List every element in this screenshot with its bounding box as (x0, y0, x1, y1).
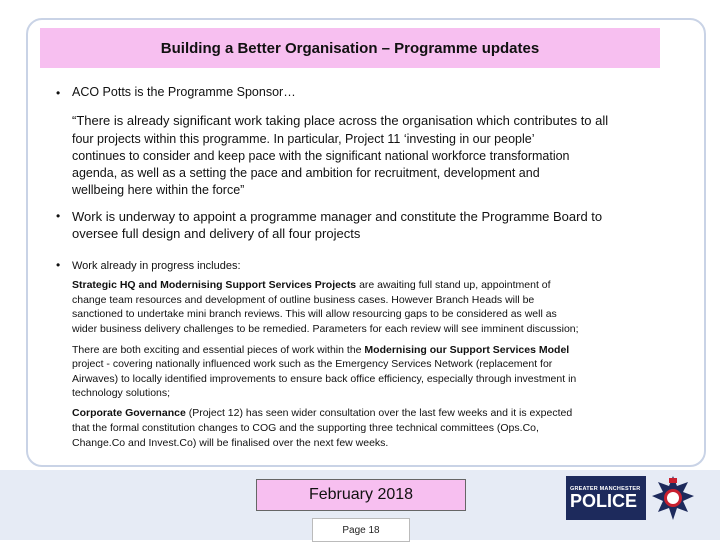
slide-title (40, 28, 660, 68)
quote-line-3: continues to consider and keep pace with the significant national workforce transformation (72, 149, 570, 163)
sub3-bold: Corporate Governance (72, 407, 186, 419)
bullet-2-line-2: oversee full design and delivery of all four projects (72, 226, 361, 241)
sub2-line-3: Airwaves) to locally identified improvements to ensure back office efficiency, especially through investment in (72, 373, 577, 385)
sub2-line-4: technology solutions; (72, 387, 171, 399)
sub1-line-2: change team resources and development of outline business cases. However Branch Heads will be (72, 294, 535, 306)
sub1-bold: Strategic HQ and Modernising Support Services Projects (72, 279, 357, 291)
sub3-line-3: Change.Co and Invest.Co) will be finalised over the next few weeks. (72, 437, 389, 449)
gmp-logo (566, 474, 698, 522)
bullet-2-line-1: Work is underway to appoint a programme manager and constitute the Programme Board to (72, 209, 603, 224)
quote-line-2: four projects within this programme. In particular, Project 11 ‘investing in our people’ (72, 132, 535, 146)
bullet-1-marker: • (56, 86, 61, 100)
police-crest-icon (650, 474, 696, 522)
sub2-line-2: project - covering nationally influenced work such as the Emergency Services Network (replacement for (72, 358, 553, 370)
quote-line-4: agenda, as well as a setting the pace and ambition for recruitment, development and (72, 166, 540, 180)
sub1-line-4: wider business delivery challenges to be remedied. Parameters for each review will see imminent discussion; (72, 323, 579, 335)
bullet-1-text: ACO Potts is the Programme Sponsor… (72, 85, 296, 99)
bullet-3-marker: • (56, 258, 61, 272)
page-number-text: Page 18 (342, 524, 380, 536)
quote-line-1: “There is already significant work taking place across the organisation which contributes to all (72, 113, 609, 128)
sub3-line-2: that the formal constitution changes to COG and the supporting three technical committees (Ops.Co, (72, 422, 539, 434)
bullet-2-marker: • (56, 209, 61, 223)
page-number (312, 518, 410, 542)
sub3-line-1 (72, 406, 662, 421)
slide-title-text: Building a Better Organisation – Programme updates (160, 39, 540, 57)
logo-small-text: GREATER MANCHESTER (570, 485, 641, 492)
bullet-3-text: Work already in progress includes: (72, 260, 241, 272)
logo-text-block (566, 476, 646, 520)
date-text: February 2018 (308, 486, 414, 503)
sub1-line-3: sanctioned to undertake mini branch reviews. This will allow resourcing gaps to be considered as well as (72, 308, 557, 320)
sub1-line-1 (72, 278, 662, 293)
sub3-line-1-rest: (Project 12) has seen wider consultation over the last few weeks and it is expected (185, 407, 573, 419)
logo-big-text: POLICE (570, 490, 638, 511)
date-box (256, 479, 466, 511)
sub2-line-1 (72, 343, 662, 358)
quote-line-5: wellbeing here within the force” (72, 183, 245, 197)
sub2-bold: Modernising our Support Services Model (364, 344, 570, 356)
sub1-line-1-rest: are awaiting full stand up, appointment of (356, 279, 551, 291)
sub2-line-1-pre: There are both exciting and essential pieces of work within the (72, 344, 365, 356)
